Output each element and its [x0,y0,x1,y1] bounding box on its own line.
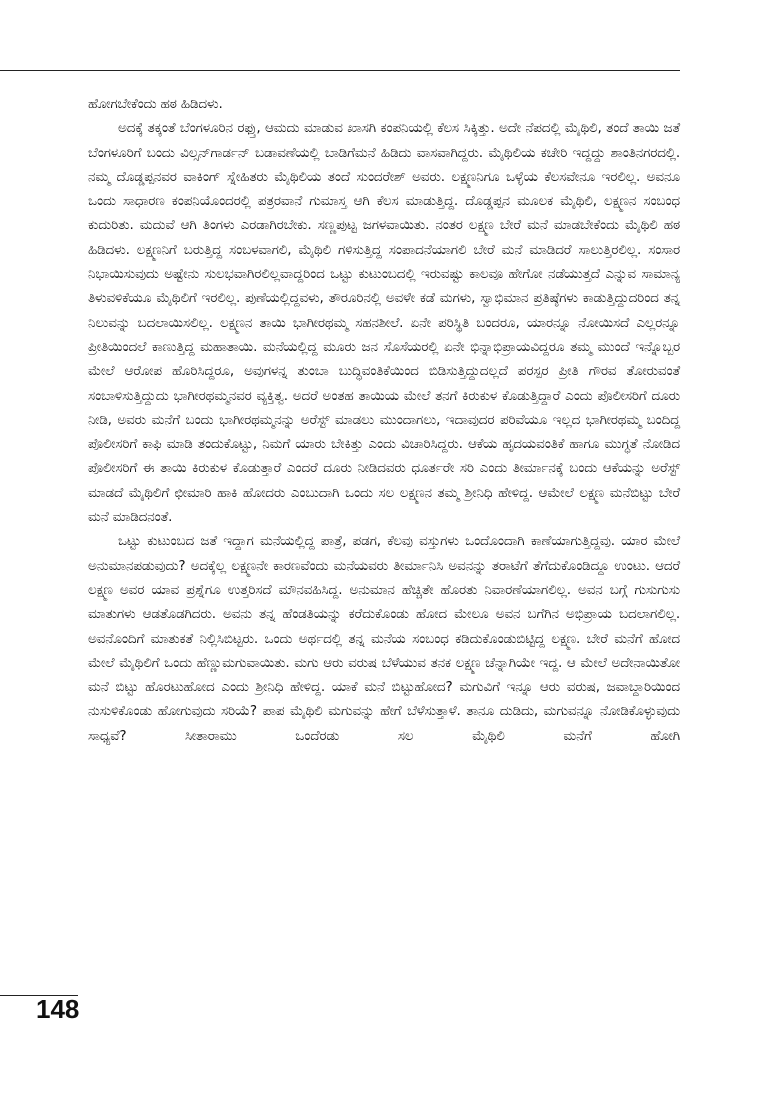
header-rule [0,70,680,71]
page-number: 148 [36,994,80,1024]
body-text [88,92,680,748]
paragraph-continuation: ಹೋಗಬೇಕೆಂದು ಹಠ ಹಿಡಿದಳು. [88,96,223,112]
paragraph: ಒಟ್ಟು ಕುಟುಂಬದ ಜತೆ ಇದ್ದಾಗ ಮನೆಯಲ್ಲಿದ್ದ ಪಾತ್ರೆ, ಪಡಗ, ಕೆಲವು ವಸ್ತುಗಳು ಒಂದೊಂದಾಗಿ ಕಾಣೆಯಾಗುತ್ತಿದ್ದವು. ಯಾರ ಮೇಲೆ ಅನುಮಾನಪಡುವುದು? ಅದಕ್ಕೆಲ್ಲ ಲಕ್ಷ್ಮಣನೇ ಕಾರಣವೆಂದು ಮನೆಯವರು ತೀರ್ಮಾನಿಸಿ ಅವನನ್ನು ತರಾಟೆಗೆ ತೆಗೆದುಕೊಂಡಿದ್ದೂ ಉಂಟು. ಆದರೆ ಲಕ್ಷ್ಮಣ ಅವರ ಯಾವ ಪ್ರಶ್ನೆಗೂ ಉತ್ತರಿಸದೆ ಮೌನವಹಿಸಿದ್ದ. ಅನುಮಾನ ಹೆಚ್ಚಿತೇ ಹೊರತು ನಿವಾರಣೆಯಾಗಲಿಲ್ಲ. ಅವನ ಬಗ್ಗೆ ಗುಸುಗುಸು ಮಾತುಗಳು ಆಡತೊಡಗಿದರು. ಅವನು ತನ್ನ ಹೆಂಡತಿಯನ್ನು ಕರೆದುಕೊಂಡು ಹೋದ ಮೇಲೂ ಅವನ ಬಗೆಗಿನ ಅಭಿಪ್ರಾಯ ಬದಲಾಗಲಿಲ್ಲ. ಅವನೊಂದಿಗೆ ಮಾತುಕತೆ ನಿಲ್ಲಿಸಿಬಿಟ್ಟರು. ಒಂದು ಅರ್ಥದಲ್ಲಿ ತನ್ನ ಮನೆಯ ಸಂಬಂಧ ಕಡಿದುಕೊಂಡುಬಿಟ್ಟಿದ್ದ ಲಕ್ಷ್ಮಣ. ಬೇರೆ ಮನೆಗೆ ಹೋದ ಮೇಲೆ ಮೈಥಿಲಿಗೆ ಒಂದು ಹೆಣ್ಣುಮಗುವಾಯಿತು. ಮಗು ಆರು ವರುಷ ಬೆಳೆಯುವ ತನಕ ಲಕ್ಷ್ಮಣ ಚೆನ್ನಾಗಿಯೇ ಇದ್ದ. ಆ ಮೇಲೆ ಅದೇನಾಯಿತೋ ಮನೆ ಬಿಟ್ಟು ಹೊರಟುಹೋದ ಎಂದು ಶ್ರೀನಿಧಿ ಹೇಳಿದ್ದ. ಯಾಕೆ ಮನೆ ಬಿಟ್ಟುಹೋದ? ಮಗುವಿಗೆ ಇನ್ನೂ ಆರು ವರುಷ, ಜವಾಬ್ದಾರಿಯಿಂದ ನುಸುಳಿಕೊಂಡು ಹೋಗುವುದು ಸರಿಯೆ? ಪಾಪ ಮೈಥಿಲಿ ಮಗುವನ್ನು ಹೇಗೆ ಬೆಳೆಸುತ್ತಾಳೆ. ತಾನೂ ದುಡಿದು, ಮಗುವನ್ನೂ ನೋಡಿಕೊಳ್ಳುವುದು ಸಾಧ್ಯವೆ? ಸೀತಾರಾಮು ಒಂದೆರಡು ಸಲ ಮೈಥಿಲಿ ಮನೆಗೆ ಹೋಗಿ [88,533,680,744]
paragraph: ಅದಕ್ಕೆ ತಕ್ಕಂತೆ ಬೆಂಗಳೂರಿನ ರಫ್ತು, ಆಮದು ಮಾಡುವ ಖಾಸಗಿ ಕಂಪನಿಯಲ್ಲಿ ಕೆಲಸ ಸಿಕ್ಕಿತ್ತು. ಅದೇ ನೆಪದಲ್ಲಿ ಮೈಥಿಲಿ, ತಂದೆ ತಾಯಿ ಜತೆ ಬೆಂಗಳೂರಿಗೆ ಬಂದು ವಿಲ್ಸನ್‌ಗಾರ್ಡನ್ ಬಡಾವಣೆಯಲ್ಲಿ ಬಾಡಿಗೆಮನೆ ಹಿಡಿದು ವಾಸವಾಗಿದ್ದರು. ಮೈಥಿಲಿಯ ಕಚೇರಿ ಇದ್ದದ್ದು ಶಾಂತಿನಗರದಲ್ಲಿ. ನಮ್ಮ ದೊಡ್ಡಪ್ಪನವರ ವಾಕಿಂಗ್ ಸ್ನೇಹಿತರು ಮೈಥಿಲಿಯ ತಂದೆ ಸುಂದರೇಶ್ ಅವರು. ಲಕ್ಷ್ಮಣನಿಗೂ ಒಳ್ಳೆಯ ಕೆಲಸವೇನೂ ಇರಲಿಲ್ಲ. ಅವನೂ ಒಂದು ಸಾಧಾರಣ ಕಂಪನಿಯೊಂದರಲ್ಲಿ ಪತ್ರರವಾನೆ ಗುಮಾಸ್ತ ಆಗಿ ಕೆಲಸ ಮಾಡುತ್ತಿದ್ದ. ದೊಡ್ಡಪ್ಪನ ಮೂಲಕ ಮೈಥಿಲಿ, ಲಕ್ಷ್ಮಣನ ಸಂಬಂಧ ಕುದುರಿತು. ಮದುವೆ ಆಗಿ ತಿಂಗಳು ಎರಡಾಗಿರಬೇಕು. ಸಣ್ಣಪುಟ್ಟ ಜಗಳವಾಯಿತು. ನಂತರ ಲಕ್ಷ್ಮಣ ಬೇರೆ ಮನೆ ಮಾಡಬೇಕೆಂದು ಮೈಥಿಲಿ ಹಠ ಹಿಡಿದಳು. ಲಕ್ಷ್ಮಣನಿಗೆ ಬರುತ್ತಿದ್ದ ಸಂಬಳವಾಗಲಿ, ಮೈಥಿಲಿ ಗಳಿಸುತ್ತಿದ್ದ ಸಂಪಾದನೆಯಾಗಲಿ ಬೇರೆ ಮನೆ ಮಾಡಿದರೆ ಸಾಲುತ್ತಿರಲಿಲ್ಲ. ಸಂಸಾರ ನಿಭಾಯಿಸುವುದು ಅಷ್ಟೇನು ಸುಲಭವಾಗಿರಲಿಲ್ಲವಾದ್ದರಿಂದ ಒಟ್ಟು ಕುಟುಂಬದಲ್ಲಿ ಇರುವಷ್ಟು ಕಾಲವೂ ಹೇಗೋ ನಡೆಯುತ್ತದೆ ಎನ್ನುವ ಸಾಮಾನ್ಯ ತಿಳುವಳಿಕೆಯೂ ಮೈಥಿಲಿಗೆ ಇರಲಿಲ್ಲ. ಪುಣೆಯಲ್ಲಿದ್ದವಳು, ತೌರೂರಿನಲ್ಲಿ ಅವಳೇ ಕಡೆ ಮಗಳು, ಸ್ವಾಭಿಮಾನ ಪ್ರತಿಷ್ಠೆಗಳು ಕಾಡುತ್ತಿದ್ದುದರಿಂದ ತನ್ನ ನಿಲುವನ್ನು ಬದಲಾಯಿಸಲಿಲ್ಲ. ಲಕ್ಷ್ಮಣನ ತಾಯಿ ಭಾಗೀರಥಮ್ಮ ಸಹನಶೀಲೆ. ಏನೇ ಪರಿಸ್ಥಿತಿ ಬಂದರೂ, ಯಾರನ್ನೂ ನೋಯಿಸದೆ ಎಲ್ಲರನ್ನೂ ಪ್ರೀತಿಯಿಂದಲೆ ಕಾಣುತ್ತಿದ್ದ ಮಹಾತಾಯಿ. ಮನೆಯಲ್ಲಿದ್ದ ಮೂರು ಜನ ಸೊಸೆಯರಲ್ಲಿ ಏನೇ ಭಿನ್ನಾಭಿಪ್ರಾಯವಿದ್ದರೂ ತಮ್ಮ ಮುಂದೆ ಇನ್ನೊಬ್ಬರ ಮೇಲೆ ಆರೋಪ ಹೊರಿಸಿದ್ದರೂ, ಅವುಗಳನ್ನ ತುಂಬಾ ಬುದ್ಧಿವಂತಿಕೆಯಿಂದ ಬಿಡಿಸುತ್ತಿದ್ದುದಲ್ಲದೆ ಪರಸ್ಪರ ಪ್ರೀತಿ ಗೌರವ ತೋರುವಂತೆ ಸಂಬಾಳಿಸುತ್ತಿದ್ದುದು ಭಾಗೀರಥಮ್ಮನವರ ವ್ಯಕ್ತಿತ್ವ. ಅದರೆ ಅಂತಹ ತಾಯಿಯ ಮೇಲೆ ತನಗೆ ಕಿರುಕುಳ ಕೊಡುತ್ತಿದ್ದಾರೆ ಎಂದು ಪೊಲೀಸರಿಗೆ ದೂರು ನೀಡಿ, ಅವರು ಮನೆಗೆ ಬಂದು ಭಾಗೀರಥಮ್ಮನನ್ನು ಅರೆಸ್ಟ್ ಮಾಡಲು ಮುಂದಾಗಲು, ಇದಾವುದರ ಪರಿವೆಯೂ ಇಲ್ಲದ ಭಾಗೀರಥಮ್ಮ ಬಂದಿದ್ದ ಪೊಲೀಸರಿಗೆ ಕಾಫಿ ಮಾಡಿ ತಂದುಕೊಟ್ಟು, ನಿಮಗೆ ಯಾರು ಬೇಕಿತ್ತು ಎಂದು ವಿಚಾರಿಸಿದ್ದರು. ಆಕೆಯ ಹೃದಯವಂತಿಕೆ ಹಾಗೂ ಮುಗ್ಧತೆ ನೋಡಿದ ಪೊಲೀಸರಿಗೆ ಈ ತಾಯಿ ಕಿರುಕುಳ ಕೊಡುತ್ತಾರೆ ಎಂದರೆ ದೂರು ನೀಡಿದವರು ಧೂರ್ತರೇ ಸರಿ ಎಂದು ತೀರ್ಮಾನಕ್ಕೆ ಬಂದು ಆಕೆಯನ್ನು ಅರೆಸ್ಟ್ ಮಾಡದೆ ಮೈಥಿಲಿಗೆ ಛೀಮಾರಿ ಹಾಕಿ ಹೋದರು ಎಂಬುದಾಗಿ ಒಂದು ಸಲ ಲಕ್ಷ್ಮಣನ ತಮ್ಮ ಶ್ರೀನಿಧಿ ಹೇಳಿದ್ದ. ಆಮೇಲೆ ಲಕ್ಷ್ಮಣ ಮನೆಬಿಟ್ಟು ಬೇರೆ ಮನೆ ಮಾಡಿದನಂತೆ. [88,120,680,526]
